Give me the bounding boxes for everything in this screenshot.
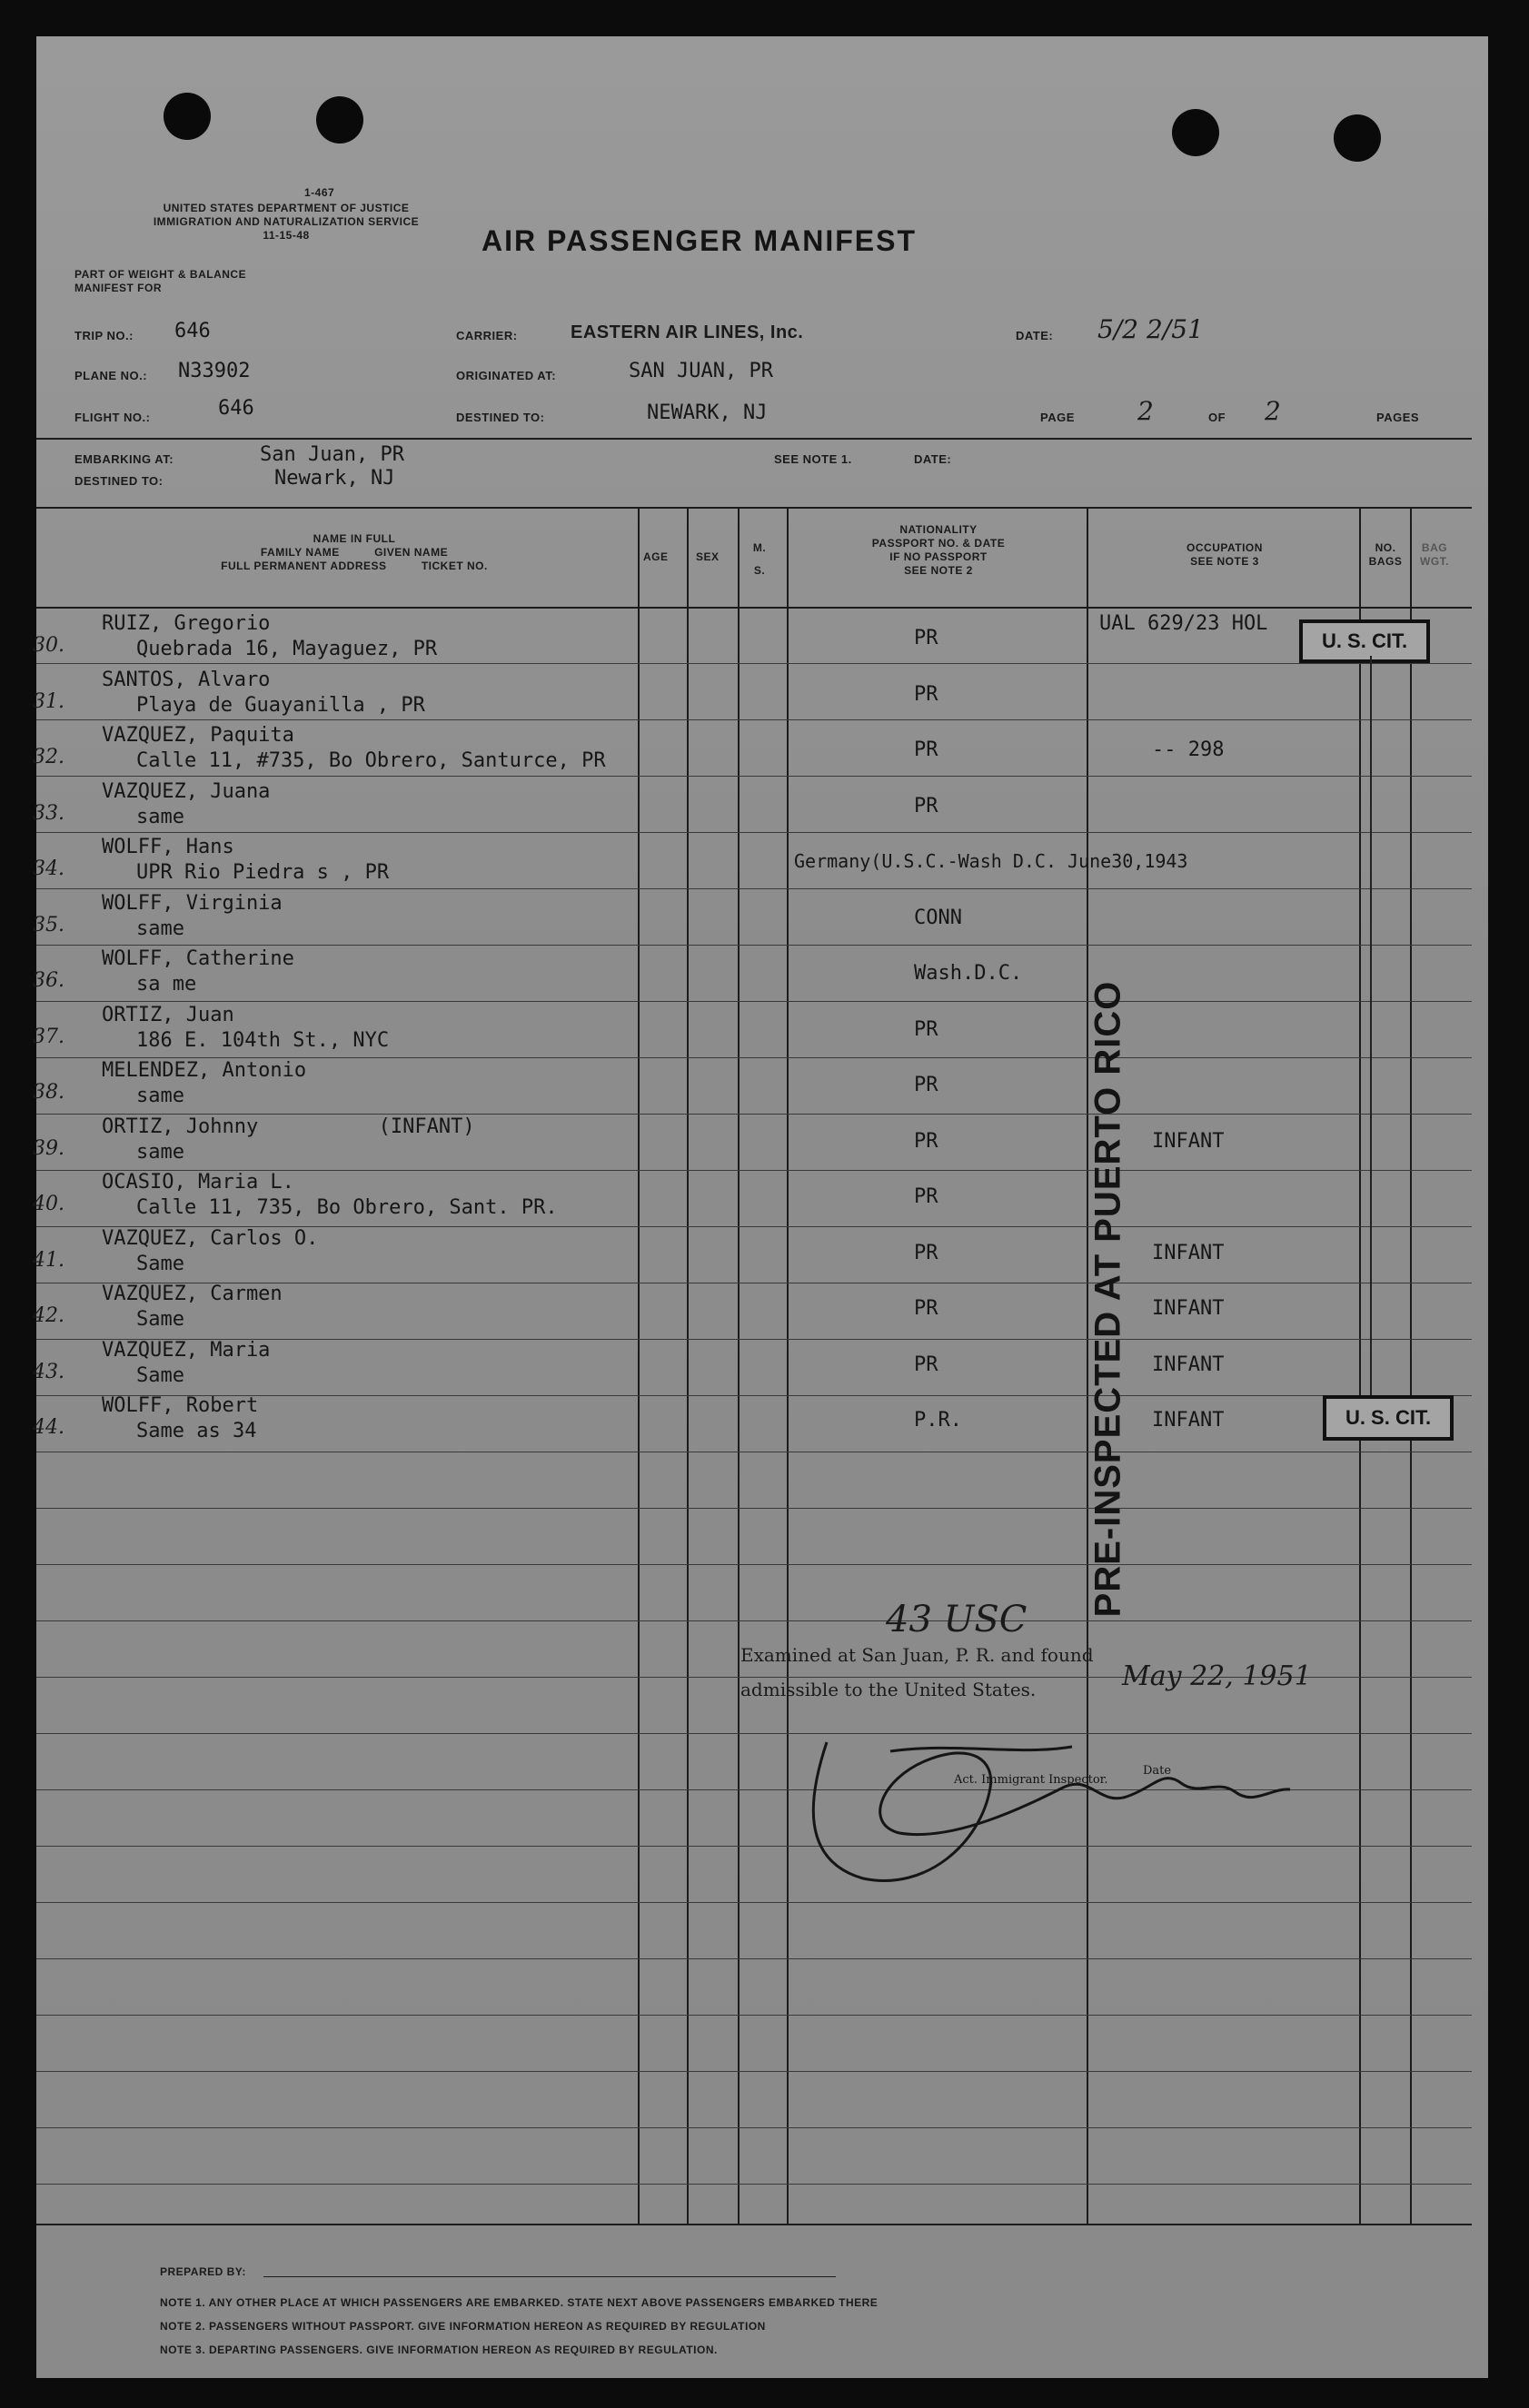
passenger-address: 186 E. 104th St., NYC: [136, 1029, 390, 1052]
column-divider: [687, 507, 689, 2224]
passenger-name: WOLFF, Hans: [102, 836, 234, 858]
inspector-label: Act. Immigrant Inspector.: [954, 1773, 1108, 1787]
passenger-nationality: Wash.D.C.: [914, 962, 1023, 985]
row-number: 31.: [33, 690, 65, 713]
passenger-name: VAZQUEZ, Carmen: [102, 1283, 283, 1305]
passenger-address: Same: [136, 1308, 184, 1331]
passenger-address: Same: [136, 1364, 184, 1387]
passenger-name: SANTOS, Alvaro: [102, 669, 271, 691]
row-rule: [36, 1508, 1472, 1509]
date2-label: DATE:: [914, 452, 952, 466]
rule: [36, 507, 1472, 509]
passenger-name: WOLFF, Catherine: [102, 947, 294, 970]
passenger-name: VAZQUEZ, Carlos O.: [102, 1227, 319, 1250]
manifest-sheet: [33, 36, 1488, 2378]
punch-hole: [1334, 114, 1381, 162]
row-rule: [36, 1620, 1472, 1621]
passenger-name: WOLFF, Virginia: [102, 892, 283, 915]
row-rule: [36, 1902, 1472, 1903]
exam-line2: admissible to the United States.: [740, 1679, 1037, 1700]
agency-line: 11-15-48: [263, 229, 310, 242]
row-number: 44.: [33, 1416, 65, 1439]
passenger-nationality: PR: [914, 1074, 938, 1096]
col-occupation-header: OCCUPATION SEE NOTE 3: [1186, 541, 1263, 568]
passenger-name: VAZQUEZ, Maria: [102, 1339, 271, 1362]
rule: [36, 607, 1472, 609]
column-divider: [738, 507, 740, 2224]
destined2-label: DESTINED TO:: [74, 474, 164, 488]
passenger-address: Quebrada 16, Mayaguez, PR: [136, 638, 438, 660]
row-number: 34.: [33, 857, 65, 880]
row-rule: [36, 663, 1472, 664]
passenger-nationality: PR: [914, 1242, 938, 1264]
row-rule: [36, 2015, 1472, 2016]
carrier-value: EASTERN AIR LINES, Inc.: [571, 322, 804, 342]
row-rule: [36, 719, 1472, 720]
date-value: 5/2 2/51: [1097, 314, 1204, 344]
date-label: DATE:: [1016, 329, 1054, 342]
inspector-signature: [790, 1706, 1299, 1897]
embarking-value: San Juan, PR: [260, 443, 404, 466]
agency-line: UNITED STATES DEPARTMENT OF JUSTICE: [163, 202, 410, 214]
passenger-occupation: UAL 629/23 HOL: [1099, 612, 1268, 635]
passenger-name: OCASIO, Maria L.: [102, 1171, 294, 1194]
passenger-occupation: -- 298: [1152, 738, 1225, 761]
col-age-header: AGE: [643, 550, 669, 563]
passenger-nationality: PR: [914, 627, 938, 649]
pages-label: PAGES: [1376, 411, 1420, 424]
passenger-nationality: PR: [914, 1130, 938, 1153]
form-number: 1-467: [304, 186, 335, 199]
plane-label: PLANE NO.:: [74, 369, 148, 382]
agency-block: [73, 202, 500, 243]
row-number: 30.: [33, 634, 65, 657]
passenger-address: UPR Rio Piedra s , PR: [136, 861, 390, 884]
row-rule: [36, 1958, 1472, 1959]
plane-value: N33902: [178, 360, 251, 382]
page-value: 2: [1137, 396, 1154, 426]
passenger-address: sa me: [136, 973, 197, 996]
row-number: 40.: [33, 1193, 65, 1215]
column-divider: [1359, 507, 1361, 2224]
passenger-address: Calle 11, 735, Bo Obrero, Sant. PR.: [136, 1196, 558, 1219]
passenger-occupation: INFANT: [1152, 1130, 1225, 1153]
passenger-address: same: [136, 1085, 184, 1107]
row-number: 35.: [33, 914, 65, 936]
passenger-occupation: INFANT: [1152, 1409, 1225, 1432]
column-divider: [638, 507, 640, 2224]
passenger-name: VAZQUEZ, Paquita: [102, 724, 294, 747]
destined2-value: Newark, NJ: [274, 467, 395, 490]
handwritten-count: 43 USC: [886, 1599, 1028, 1640]
part-of-line2: MANIFEST FOR: [74, 282, 162, 294]
handwritten-date: May 22, 1951: [1122, 1660, 1312, 1692]
passenger-nationality: PR: [914, 1353, 938, 1376]
passenger-nationality: PR: [914, 1297, 938, 1320]
passenger-nationality: PR: [914, 1185, 938, 1208]
note-3: NOTE 3. DEPARTING PASSENGERS. GIVE INFORMATION HEREON AS REQUIRED BY REGULATION.: [160, 2344, 718, 2356]
trip-label: TRIP NO.:: [74, 329, 134, 342]
preinspected-stamp: PRE-INSPECTED AT PUERTO RICO: [1087, 980, 1128, 1618]
us-cit-stamp: U. S. CIT.: [1323, 1395, 1454, 1441]
row-number: 32.: [33, 746, 65, 768]
note-2: NOTE 2. PASSENGERS WITHOUT PASSPORT. GIVE INFORMATION HEREON AS REQUIRED BY REGULATION: [160, 2320, 766, 2333]
flight-label: FLIGHT NO.:: [74, 411, 151, 424]
punch-hole: [316, 96, 363, 144]
passenger-address: same: [136, 917, 184, 940]
passenger-nationality: P.R.: [914, 1409, 962, 1432]
passenger-occupation: INFANT: [1152, 1242, 1225, 1264]
destined-label: DESTINED TO:: [456, 411, 545, 424]
row-number: 42.: [33, 1304, 65, 1327]
passenger-name: WOLFF, Robert: [102, 1394, 259, 1417]
form-title: AIR PASSENGER MANIFEST: [482, 224, 917, 257]
passenger-nationality: PR: [914, 795, 938, 818]
prepared-by-line: [263, 2276, 836, 2277]
trip-value: 646: [174, 320, 211, 342]
row-number: 41.: [33, 1249, 65, 1272]
carrier-label: CARRIER:: [456, 329, 518, 342]
passenger-address: same: [136, 1141, 184, 1164]
row-rule: [36, 1001, 1472, 1002]
passenger-address: Playa de Guayanilla , PR: [136, 694, 425, 717]
passenger-address: same: [136, 806, 184, 828]
agency-line: IMMIGRATION AND NATURALIZATION SERVICE: [153, 215, 420, 228]
passenger-nationality: PR: [914, 683, 938, 706]
column-divider: [787, 507, 789, 2224]
row-rule: [36, 1057, 1472, 1058]
passenger-occupation: INFANT: [1152, 1297, 1225, 1320]
passenger-name: ORTIZ, Johnny (INFANT): [102, 1115, 475, 1138]
passenger-nationality: PR: [914, 738, 938, 761]
col-name-header: NAME IN FULL FAMILY NAME GIVEN NAME FULL PERMANENT ADDRESS TICKET NO.: [221, 532, 488, 572]
passenger-nationality: Germany(U.S.C.-Wash D.C. June30,1943: [794, 850, 1188, 872]
column-divider: [1410, 507, 1412, 2224]
passenger-nationality: CONN: [914, 907, 962, 929]
row-rule: [36, 945, 1472, 946]
originated-value: SAN JUAN, PR: [629, 360, 773, 382]
passenger-address: Same as 34: [136, 1420, 257, 1442]
page-label: PAGE: [1040, 411, 1075, 424]
row-rule: [36, 2071, 1472, 2072]
row-number: 38.: [33, 1081, 65, 1104]
row-rule: [36, 2184, 1472, 2185]
table-bottom-rule: [36, 2224, 1472, 2225]
bracket-line: [1370, 656, 1372, 1395]
row-number: 37.: [33, 1026, 65, 1048]
of-label: OF: [1208, 411, 1226, 424]
part-of-line1: PART OF WEIGHT & BALANCE: [74, 268, 247, 281]
punch-hole: [164, 93, 211, 140]
see-note-label: SEE NOTE 1.: [774, 452, 852, 466]
passenger-address: Calle 11, #735, Bo Obrero, Santurce, PR: [136, 749, 606, 772]
col-bagwt-header: BAG WGT.: [1420, 541, 1449, 568]
originated-label: ORIGINATED AT:: [456, 369, 557, 382]
flight-value: 646: [218, 397, 254, 420]
col-sex-header: SEX: [696, 550, 720, 563]
col-nationality-header: NATIONALITY PASSPORT NO. & DATE IF NO PASSPORT SEE NOTE 2: [871, 523, 1006, 577]
row-number: 39.: [33, 1137, 65, 1160]
passenger-name: RUIZ, Gregorio: [102, 612, 271, 635]
row-rule: [36, 888, 1472, 889]
date-word: Date: [1143, 1764, 1172, 1778]
passenger-name: MELENDEZ, Antonio: [102, 1059, 307, 1082]
exam-line1: Examined at San Juan, P. R. and found: [740, 1644, 1094, 1666]
embarking-label: EMBARKING AT:: [74, 452, 174, 466]
us-cit-stamp: U. S. CIT.: [1299, 619, 1430, 663]
row-number: 43.: [33, 1361, 65, 1383]
of-value: 2: [1265, 396, 1281, 426]
row-rule: [36, 832, 1472, 833]
col-ms-header: M. S.: [752, 541, 767, 577]
col-bags-header: NO. BAGS: [1368, 541, 1403, 568]
note-1: NOTE 1. ANY OTHER PLACE AT WHICH PASSENGERS ARE EMBARKED. STATE NEXT ABOVE PASSENGERS EMBARKED THERE: [160, 2296, 879, 2309]
row-rule: [36, 776, 1472, 777]
row-number: 36.: [33, 969, 65, 992]
row-rule: [36, 1114, 1472, 1115]
row-rule: [36, 1564, 1472, 1565]
row-rule: [36, 2127, 1472, 2128]
passenger-name: VAZQUEZ, Juana: [102, 780, 271, 803]
rule: [36, 438, 1472, 440]
passenger-nationality: PR: [914, 1018, 938, 1041]
passenger-occupation: INFANT: [1152, 1353, 1225, 1376]
passenger-name: ORTIZ, Juan: [102, 1004, 234, 1026]
punch-hole: [1172, 109, 1219, 156]
passenger-address: Same: [136, 1253, 184, 1275]
destined-value: NEWARK, NJ: [647, 401, 768, 424]
prepared-by-label: PREPARED BY:: [160, 2265, 246, 2278]
row-number: 33.: [33, 802, 65, 825]
